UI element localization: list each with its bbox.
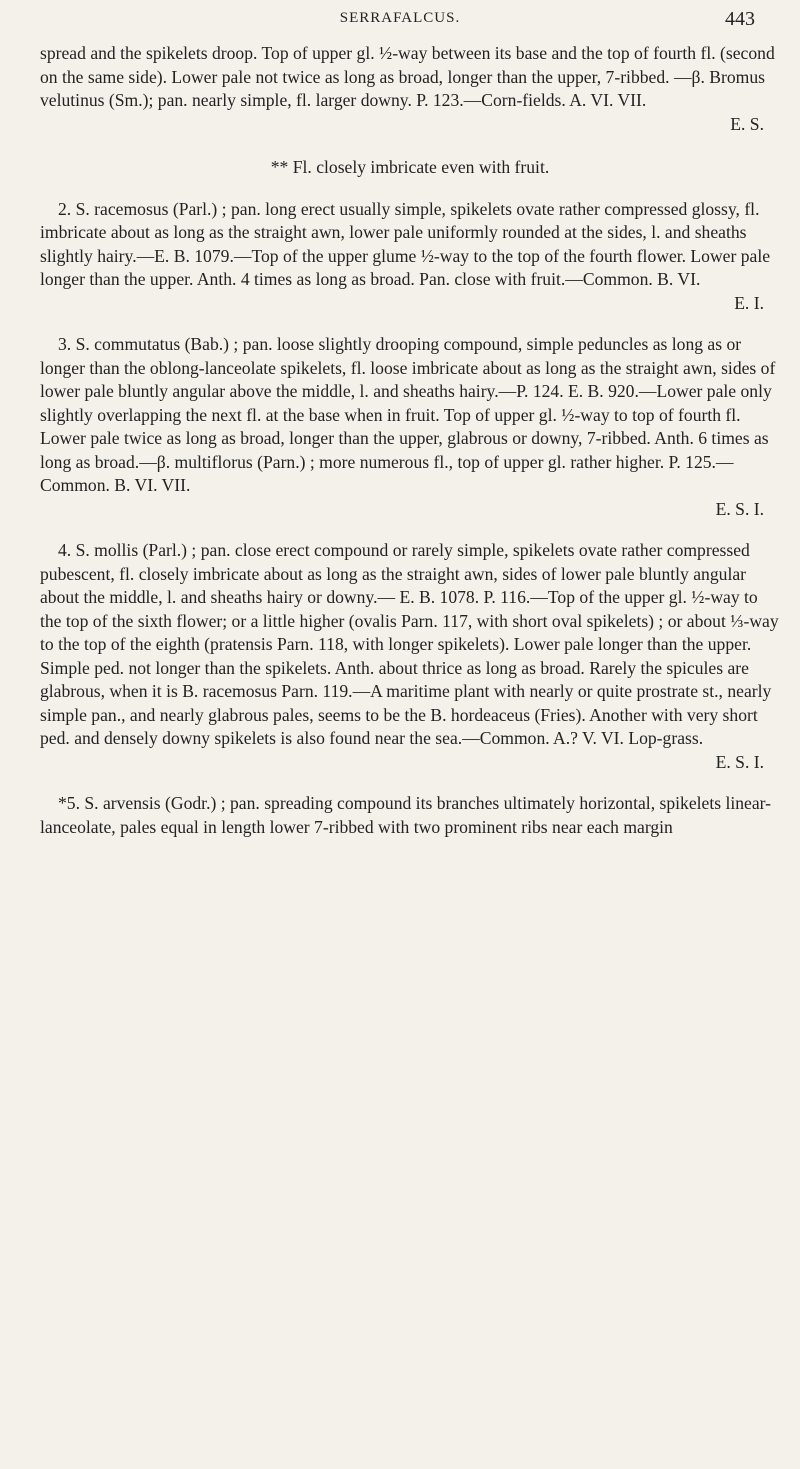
section-opening-paragraph (40, 42, 780, 136)
species-3-paragraph (40, 333, 780, 521)
species-5-text: *5. S. arvensis (Godr.) ; pan. spreading compound its branches ultimately horizontal, spikelets linear-lanceolate, pales equal in length lower 7-ribbed with two prominent ribs near each margin (40, 793, 772, 837)
species-3-text: 3. S. commutatus (Bab.) ; pan. loose slightly drooping compound, simple peduncles as long as or longer than the oblong-lanceolate spikelets, fl. loose imbricate about as long as the straight awn, sides of lower pale bluntly angular above the middle, l. and sheaths hairy.—P. 124. E. B. 920.—Lower pale only slightly overlapping the next fl. at the base when in fruit. Top of upper gl. ½-way to top of fourth fl. Lower pale twice as long as broad, longer than the upper, glabrous or downy, 7-ribbed. Anth. 6 times as long as broad.—β. multiflorus (Parn.) ; more numerous fl., top of upper gl. rather higher. P. 125.—Common. B. VI. VII. (40, 334, 776, 495)
species-2-regions-row (40, 292, 780, 316)
species-2-paragraph (40, 198, 780, 316)
species-2-regions: E. I. (734, 292, 764, 313)
species-3-regions: E. S. I. (715, 498, 764, 519)
species-5-paragraph (40, 792, 780, 839)
species-4-regions: E. S. I. (715, 751, 764, 772)
section-opening-regions-row (40, 113, 780, 137)
species-4-regions-row (40, 751, 780, 775)
species-4-paragraph (40, 539, 780, 774)
section-heading: ** Fl. closely imbricate even with fruit. (270, 157, 550, 177)
running-title: SERRAFALCUS. (339, 10, 461, 26)
page-number: 443 (725, 8, 755, 30)
species-3-regions-row (40, 498, 780, 522)
section-opening-text: spread and the spikelets droop. Top of upper gl. ½-way between its base and the top of fourth fl. (second on the same side). Lower pale not twice as long as broad, longer than the upper, 7-ribbed. —β. Bromus velutinus (Sm.); pan. nearly simple, fl. larger downy. P. 123.—Corn-fields. A. VI. VII. (40, 43, 775, 110)
body-text (40, 42, 780, 839)
species-2-text: 2. S. racemosus (Parl.) ; pan. long erect usually simple, spikelets ovate rather compressed glossy, fl. imbricate about as long as the straight awn, lower pale uniformly rounded at the sides, l. and sheaths slightly hairy.—E. B. 1079.—Top of the upper glume ½-way to the top of the fourth flower. Lower pale longer than the upper. Anth. 4 times as long as broad. Pan. close with fruit.—Common. B. VI. (40, 198, 771, 289)
running-head (0, 10, 800, 40)
section-opening-regions: E. S. (730, 113, 764, 134)
species-4-text: 4. S. mollis (Parl.) ; pan. close erect compound or rarely simple, spikelets ovate rather compressed pubescent, fl. closely imbricate about as long as the straight awn, sides of lower pale bluntly angular about the middle, l. and sheaths hairy or downy.— E. B. 1078. P. 116.—Top of the upper gl. ½-way to the top of the sixth flower; or a little higher (ovalis Parn. 117, with short oval spikelets) ; or about ⅓-way to the top of the eighth (pratensis Parn. 118, with longer spikelets). Lower pale longer than the upper. Simple ped. not longer than the spikelets. Anth. about thrice as long as broad. Rarely the spicules are glabrous, when it is B. racemosus Parn. 119.—A maritime plant with nearly or quite prostrate st., nearly simple pan., and nearly glabrous pales, seems to be the B. hordeaceus (Fries). Another with very short ped. and densely downy spikelets is also found near the sea.—Common. A.? V. VI. Lop-grass. (40, 540, 779, 748)
